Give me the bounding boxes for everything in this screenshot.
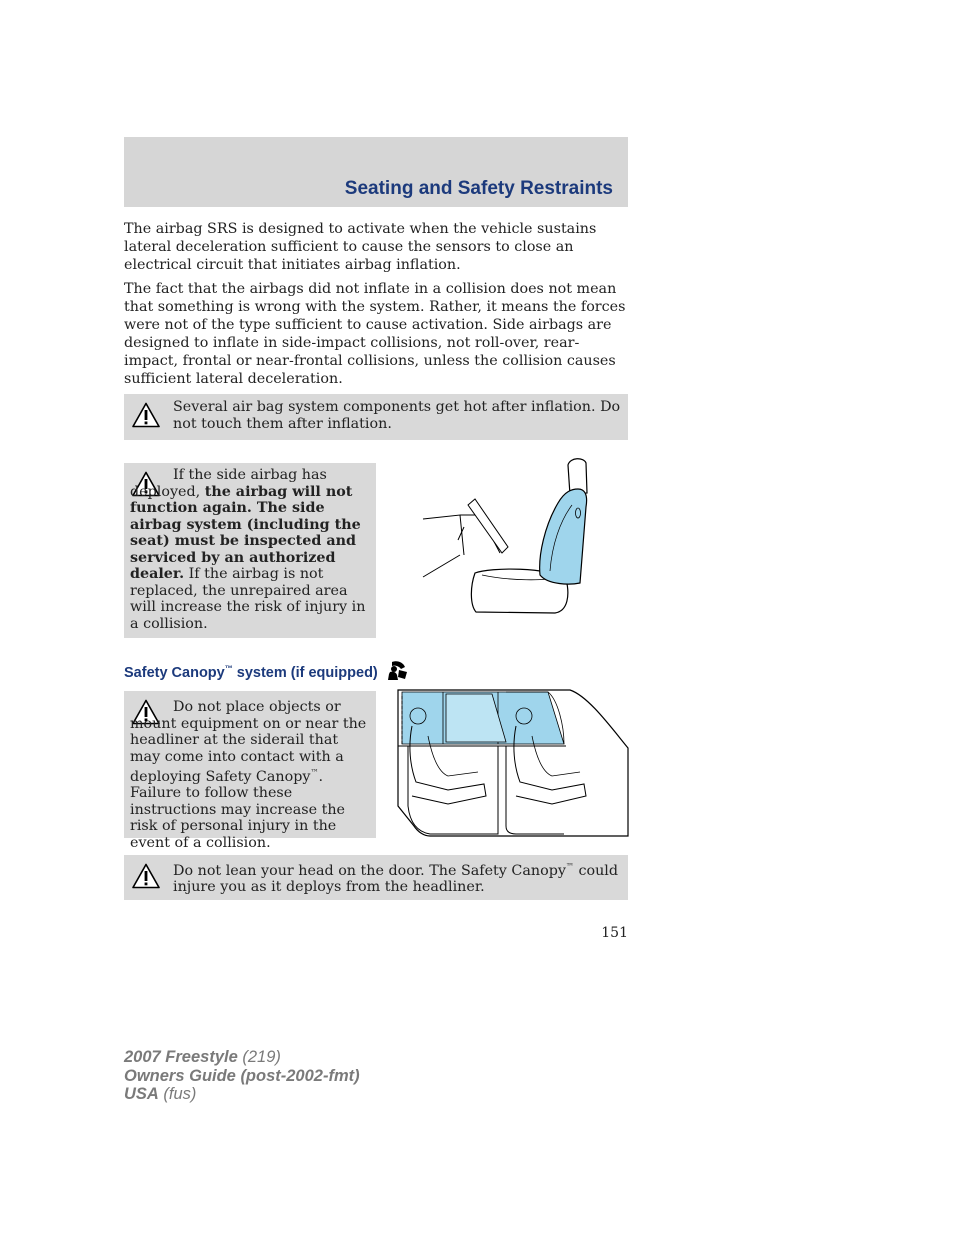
trademark-symbol: ™ (565, 862, 574, 871)
footer-line-3 (124, 1085, 360, 1104)
footer-guide: Owners Guide (post-2002-fmt) (124, 1066, 360, 1085)
paragraph-airbag-activation: The airbag SRS is designed to activate when the vehicle sustains lateral deceleration sufficient to cause the sensors to close an electrical circuit that initiates airbag inflation. (124, 221, 597, 273)
warning-text (130, 699, 372, 851)
page-title: Seating and Safety Restraints (344, 178, 613, 199)
warning-text (130, 467, 370, 632)
trademark-symbol: ™ (224, 664, 233, 674)
warning-intro: If the side airbag has deployed, (130, 467, 327, 500)
footer-market-code: (fus) (158, 1085, 197, 1103)
footer-market: USA (124, 1085, 159, 1103)
footer-model-code: (219) (237, 1048, 281, 1066)
footer-line-1 (124, 1048, 360, 1067)
footer-line-2 (124, 1067, 360, 1086)
footer-model: 2007 Freestyle (124, 1048, 238, 1066)
heading-text: Safety Canopy (124, 665, 225, 681)
section-heading (124, 660, 409, 682)
paragraph-airbag-inflation: The fact that the airbags did not inflate in a collision does not mean that something is wrong with the system. Rather, it means the forces were not of the type sufficient to cause activation. Side airbags are designed to inflate in side-impact collisions, not roll-over, rear-impact, frontal or near-frontal collisions, unless the collision causes sufficient lateral deceleration. (124, 281, 626, 387)
warning-box-hot-components (124, 394, 628, 440)
warning-text: Several air bag system components get hot after inflation. Do not touch them after inflation. (173, 399, 621, 432)
warning-box-side-airbag (124, 463, 376, 638)
safety-canopy-vehicle-illustration (388, 686, 630, 838)
warning-triangle-icon (132, 402, 160, 428)
section-header-band (124, 137, 628, 207)
warning-text-part2: . Failure to follow these instructions may increase the risk of personal injury in the event of a collision. (130, 768, 345, 851)
warning-box-door (124, 855, 628, 900)
heading-text-rest: system (if equipped) (232, 665, 378, 681)
warning-text (173, 859, 623, 896)
warning-rest: If the airbag is not replaced, the unrepaired area will increase the risk of injury in a collision. (130, 566, 366, 632)
warning-text-part1: Do not lean your head on the door. The Safety Canopy (173, 862, 566, 879)
document-footer (124, 1048, 360, 1104)
warning-text-part2: could injure you as it deploys from the headliner. (173, 862, 619, 896)
trademark-symbol: ™ (310, 768, 319, 777)
safety-canopy-icon (385, 660, 409, 682)
warning-text-part1: Do not place objects or mount equipment on or near the headliner at the siderail that may come into contact with a deploying Safety Canopy (130, 699, 367, 785)
page-number: 151 (601, 925, 628, 941)
warning-box-headliner (124, 691, 376, 851)
side-airbag-seat-illustration (420, 455, 595, 620)
warning-emphasis: the airbag will not function again. The side airbag system (including the seat) must be inspected and serviced by an authorized dealer. (130, 483, 361, 582)
warning-triangle-icon (132, 863, 160, 889)
